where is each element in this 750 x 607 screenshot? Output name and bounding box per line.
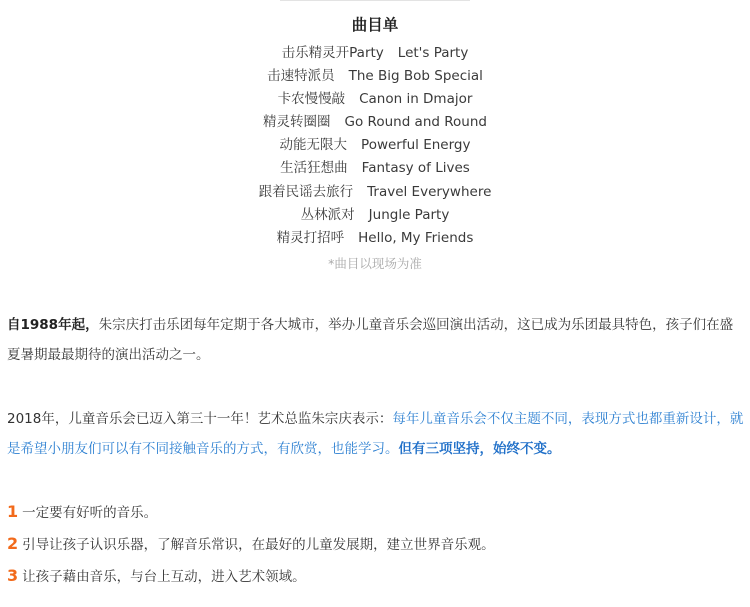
principle-item [7, 563, 306, 589]
director-lead: 2018年，儿童音乐会已迈入第三十一年！艺术总监朱宗庆表示： [7, 411, 393, 427]
track-chinese-title: 击速特派员 [267, 68, 335, 85]
track-english-title: Let's Party [397, 45, 469, 61]
track-item [0, 157, 750, 180]
principle-text: 让孩子藉由音乐，与台上互动，进入艺术领域。 [22, 569, 306, 585]
track-item [0, 134, 750, 157]
director-quote-emphasis: 但有三项坚持，始终不变。 [398, 441, 561, 457]
track-english-title: Fantasy of Lives [361, 160, 470, 177]
track-chinese-title: 跟着民谣去旅行 [258, 183, 354, 200]
track-chinese-title: 生活狂想曲 [280, 160, 348, 177]
track-item [0, 181, 750, 204]
track-item [0, 88, 750, 111]
track-chinese-title: 精灵转圈圈 [263, 114, 331, 131]
program-title: 曲目单 [351, 16, 399, 34]
track-item [0, 65, 750, 88]
track-item [0, 227, 750, 250]
track-item [0, 42, 750, 65]
director-paragraph [7, 404, 745, 464]
principle-number: 2 [7, 534, 19, 553]
track-english-title: Hello, My Friends [358, 229, 474, 246]
history-paragraph [7, 310, 745, 370]
track-english-title: The Big Bob Special [348, 68, 483, 85]
principle-number: 1 [7, 502, 19, 521]
principle-item [7, 531, 495, 557]
principle-item [7, 499, 157, 525]
principle-number: 3 [7, 566, 19, 585]
track-chinese-title: 击乐精灵开Party [281, 45, 384, 61]
track-english-title: Jungle Party [368, 206, 450, 223]
program-list [0, 13, 750, 277]
history-lead: 自1988年起， [7, 317, 99, 333]
track-english-title: Travel Everywhere [367, 183, 492, 200]
track-chinese-title: 丛林派对 [300, 206, 355, 223]
track-english-title: Powerful Energy [361, 137, 471, 154]
track-chinese-title: 卡农慢慢敲 [277, 91, 346, 108]
track-chinese-title: 精灵打招呼 [276, 229, 345, 246]
track-chinese-title: 动能无限大 [279, 137, 348, 154]
program-note: *曲目以现场为准 [328, 255, 422, 271]
director-quote: 每年儿童音乐会不仅主题不同，表现方式也都重新设计，就是希望小朋友们可以有不同接触音乐的方式，有欣赏，也能学习。 [7, 411, 744, 457]
principle-text: 引导让孩子认识乐器，了解音乐常识，在最好的儿童发展期，建立世界音乐观。 [22, 537, 495, 553]
track-english-title: Canon in Dmajor [359, 91, 473, 108]
principle-text: 一定要有好听的音乐。 [22, 505, 158, 521]
track-item [0, 111, 750, 134]
history-text: 朱宗庆打击乐团每年定期于各大城市，举办儿童音乐会巡回演出活动，这已成为乐团最具特色，孩子们在盛夏暑期最最期待的演出活动之一。 [7, 317, 734, 363]
top-divider [280, 0, 470, 1]
track-english-title: Go Round and Round [344, 114, 487, 131]
track-item [0, 204, 750, 227]
